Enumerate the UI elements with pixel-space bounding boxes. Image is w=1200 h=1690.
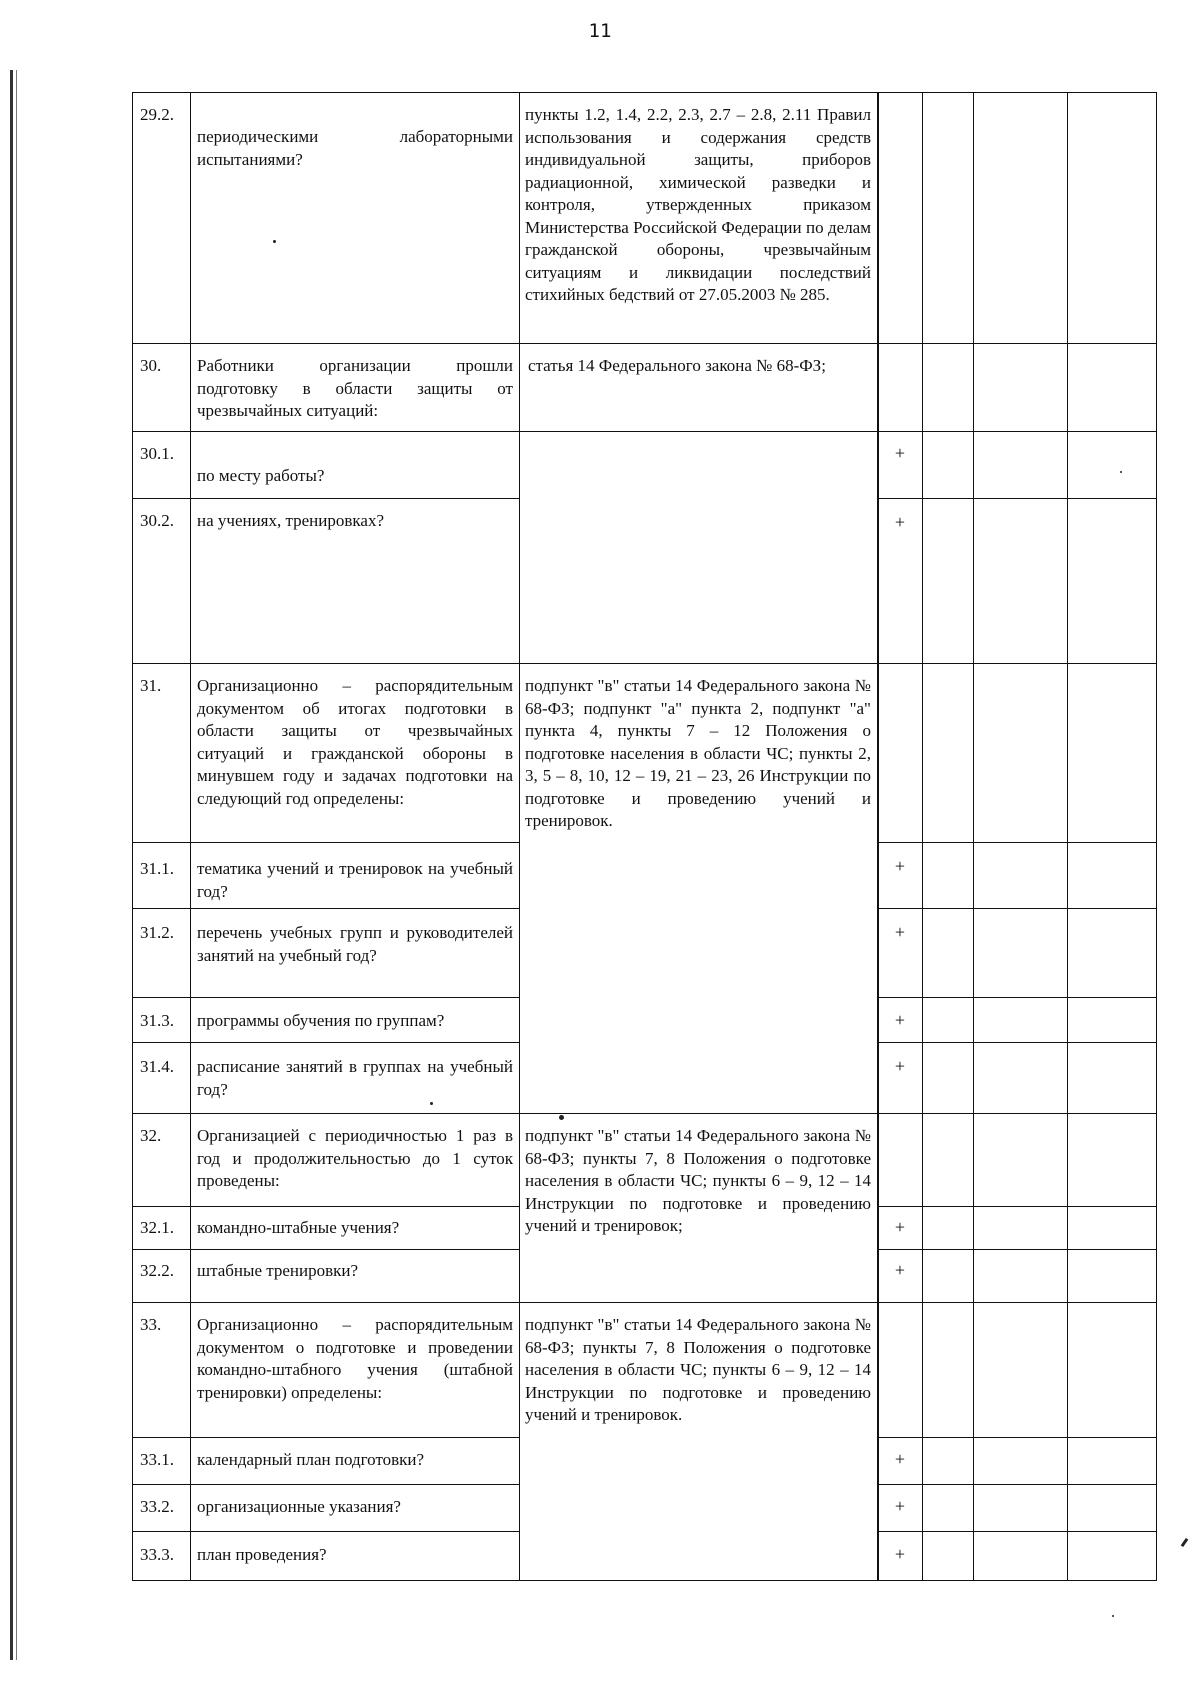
page-number: 11 [588, 20, 612, 42]
cell-reference [519, 431, 878, 664]
check-mark: + [894, 1217, 906, 1237]
scan-speck [1181, 1538, 1189, 1547]
grid-row-line [878, 1206, 1157, 1207]
grid-row-line [878, 1113, 1157, 1114]
question-text: расписание занятий в группах на учебный год? [197, 1057, 513, 1099]
row-number: 31.3. [140, 1011, 174, 1030]
row-number: 32.2. [140, 1261, 174, 1280]
marks-grid-frame [878, 92, 1157, 1581]
scan-speck [1112, 1615, 1114, 1617]
question-text: программы обучения по группам? [197, 1011, 445, 1030]
grid-row-line [878, 908, 1157, 909]
question-text: по месту работы? [197, 466, 325, 485]
check-mark: + [894, 1056, 906, 1076]
grid-row-line [878, 1249, 1157, 1250]
question-text: на учениях, тренировках? [197, 511, 384, 530]
grid-row-line [878, 1042, 1157, 1043]
grid-row-line [878, 1531, 1157, 1532]
check-mark: + [894, 1496, 906, 1516]
check-mark: + [894, 443, 906, 463]
grid-row-line [878, 431, 1157, 432]
row-number: 31.1. [140, 859, 174, 878]
grid-col-line [922, 92, 923, 1581]
question-text: тематика учений и тренировок на учебный год? [197, 859, 513, 901]
grid-row-line [878, 1484, 1157, 1485]
question-text: Организацией с периодичностью 1 раз в год и продолжительностью до 1 суток проведены: [197, 1126, 513, 1190]
legal-reference: пункты 1.2, 1.4, 2.2, 2.3, 2.7 – 2.8, 2.11 Правил использования и содержания средств индивидуальной защиты, приборов радиационной, химической разведки и контроля, утвержденных приказом Министерства Российской Федерации по делам гражданской обороны, чрезвычайным ситуациям и ликвидации последствий стихийных бедствий от 27.05.2003 № 285. [525, 105, 871, 304]
question-text: план проведения? [197, 1545, 327, 1564]
question-text: командно-штабные учения? [197, 1218, 400, 1237]
row-number: 30.2. [140, 511, 174, 530]
grid-row-line [878, 997, 1157, 998]
question-text: организационные указания? [197, 1497, 401, 1516]
check-mark: + [894, 1260, 906, 1280]
row-number: 29.2. [140, 105, 174, 124]
question-text: Организационно – распорядительным документом о подготовке и проведении командно-штабного учения (штабной тренировки) определены: [197, 1315, 513, 1402]
scan-edge-mark [10, 70, 13, 1660]
cell-num [132, 92, 191, 344]
row-number: 30. [140, 356, 162, 375]
grid-row-line [878, 498, 1157, 499]
row-number: 33.2. [140, 1497, 174, 1516]
check-mark: + [894, 922, 906, 942]
legal-reference: статья 14 Федерального закона № 68-ФЗ; [528, 356, 826, 375]
row-number: 31. [140, 676, 162, 695]
row-number: 32.1. [140, 1218, 174, 1237]
check-mark: + [894, 1449, 906, 1469]
scan-edge-mark-thin [16, 70, 17, 1660]
grid-row-line [878, 663, 1157, 664]
legal-reference: подпункт "в" статьи 14 Федерального закона № 68-ФЗ; пункты 7, 8 Положения о подготовке населения в области ЧС; пункты 6 – 9, 12 – 14 Инструкции по подготовке и проведению учений и тренировок. [525, 1315, 871, 1424]
grid-row-line [878, 842, 1157, 843]
question-text: перечень учебных групп и руководителей занятий на учебный год? [197, 923, 513, 965]
scan-speck [1120, 471, 1122, 473]
scan-speck [430, 1102, 433, 1105]
row-number: 31.4. [140, 1057, 174, 1076]
legal-reference: подпункт "в" статьи 14 Федерального закона № 68-ФЗ; пункты 7, 8 Положения о подготовке населения в области ЧС; пункты 6 – 9, 12 – 14 Инструкции по подготовке и проведению учений и тренировок; [525, 1126, 871, 1235]
check-mark: + [894, 1544, 906, 1564]
grid-row-line [878, 1302, 1157, 1303]
row-number: 33. [140, 1315, 162, 1334]
scan-speck [273, 240, 276, 243]
grid-row-line [878, 1437, 1157, 1438]
row-number: 30.1. [140, 444, 174, 463]
row-number: 33.1. [140, 1450, 174, 1469]
question-text: календарный план подготовки? [197, 1450, 425, 1469]
row-number: 33.3. [140, 1545, 174, 1564]
grid-col-line [1067, 92, 1068, 1581]
check-mark: + [894, 1010, 906, 1030]
row-number: 32. [140, 1126, 162, 1145]
row-number: 31.2. [140, 923, 174, 942]
grid-row-line [878, 343, 1157, 344]
question-text: штабные тренировки? [197, 1261, 359, 1280]
question-text: периодическими лабораторными испытаниями? [197, 127, 513, 169]
check-mark: + [894, 856, 906, 876]
grid-col-line [973, 92, 974, 1581]
check-mark: + [894, 512, 906, 532]
legal-reference: подпункт "в" статьи 14 Федерального закона № 68-ФЗ; подпункт "а" пункта 2, подпункт "а" пункта 4, пункты 7 – 12 Положения о подготовке населения в области ЧС; пункты 2, 3, 5 – 8, 10, 12 – 19, 21 – 23, 26 Инструкции по подготовке и проведению учений и тренировок. [525, 676, 871, 830]
question-text: Работники организации прошли подготовку в области защиты от чрезвычайных ситуаций: [197, 356, 513, 420]
scan-speck [559, 1115, 564, 1120]
question-text: Организационно – распорядительным документом об итогах подготовки в области защиты от чрезвычайных ситуаций и гражданской обороны в минувшем году и задачах подготовки на следующий год определены: [197, 676, 513, 808]
